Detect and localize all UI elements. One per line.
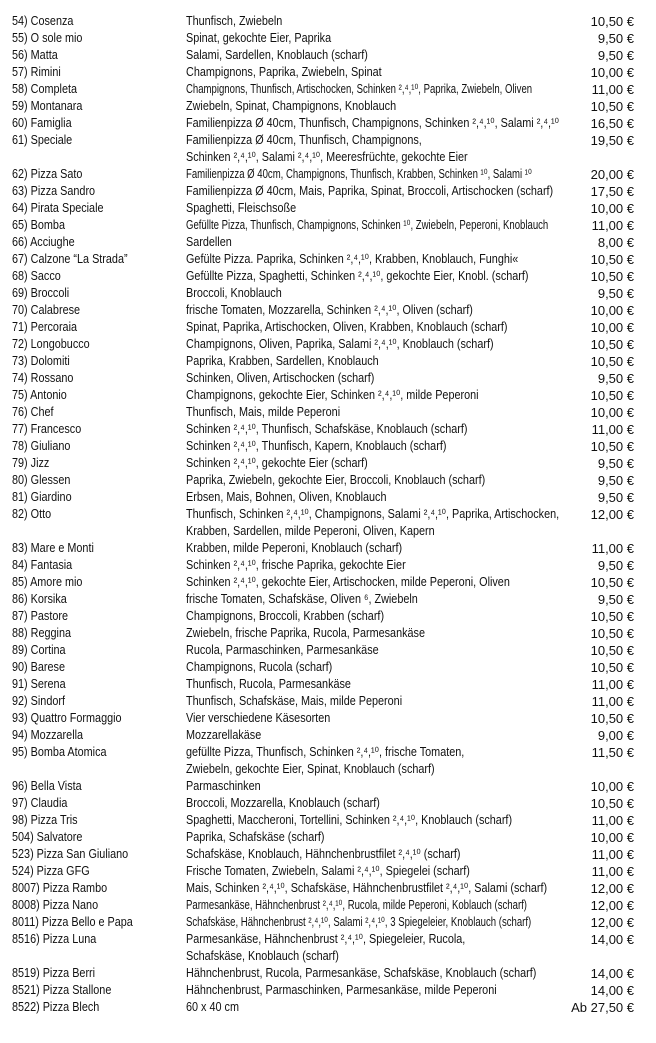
menu-item-line (0, 778, 656, 795)
menu-item-line (0, 625, 656, 642)
item-price: 11,00 € (591, 422, 634, 437)
item-price: 11,00 € (591, 694, 634, 709)
item-price: 9,50 € (597, 473, 634, 488)
menu-item (0, 285, 656, 302)
item-name: 71) Percoraia (12, 320, 78, 334)
item-ingredients: Sardellen (186, 235, 232, 249)
item-name: 85) Amore mio (12, 575, 83, 589)
item-price: 14,00 € (590, 983, 634, 998)
item-ingredients: Broccoli, Knoblauch (186, 286, 282, 300)
menu-item-line (0, 421, 656, 438)
item-price: 10,50 € (590, 796, 634, 811)
menu-item (0, 591, 656, 608)
menu-item-line (0, 149, 656, 166)
item-name: 93) Quattro Formaggio (12, 711, 122, 725)
item-name: 63) Pizza Sandro (12, 184, 96, 198)
menu-item (0, 217, 656, 234)
menu-item-line (0, 693, 656, 710)
menu-item-line (0, 557, 656, 574)
menu-item-line (0, 387, 656, 404)
item-ingredients: Schafskäse, Knoblauch, Hähnchenbrustfilet ²,⁴,¹⁰ (scharf) (186, 847, 461, 861)
menu-item (0, 404, 656, 421)
item-ingredients: Zwiebeln, frische Paprika, Rucola, Parmesankäse (186, 626, 425, 640)
menu-item (0, 540, 656, 557)
item-name: 8007) Pizza Rambo (12, 881, 108, 895)
item-price: 20,00 € (590, 167, 634, 182)
item-price: 12,00 € (590, 898, 634, 913)
menu-item (0, 30, 656, 47)
item-price: 9,50 € (597, 371, 634, 386)
item-ingredients: Schinken ²,⁴,¹⁰, Thunfisch, Kapern, Knoblauch (scharf) (186, 439, 447, 453)
menu-item (0, 13, 656, 30)
item-ingredients: Gefüllte Pizza, Spaghetti, Schinken ²,⁴,¹⁰, gekochte Eier, Knobl. (scharf) (186, 269, 529, 283)
menu-item-line (0, 812, 656, 829)
menu-item-line (0, 183, 656, 200)
menu-item (0, 166, 656, 183)
menu-item-line (0, 591, 656, 608)
menu-item (0, 574, 656, 591)
menu-item (0, 999, 656, 1016)
item-ingredients: Thunfisch, Zwiebeln (186, 14, 283, 28)
item-name: 77) Francesco (12, 422, 82, 436)
menu-item (0, 81, 656, 98)
item-price: 12,00 € (590, 881, 634, 896)
item-price: 11,00 € (591, 864, 634, 879)
item-ingredients: Hähnchenbrust, Rucola, Parmesankäse, Schafskäse, Knoblauch (scharf) (186, 966, 537, 980)
menu-item-line (0, 302, 656, 319)
menu-item-line (0, 727, 656, 744)
menu-item (0, 642, 656, 659)
item-ingredients: Schafskäse, Hähnchenbrust ²,⁴,¹⁰, Salami ²,⁴,¹⁰, 3 Spiegeleier, Knoblauch (scharf) (186, 915, 532, 929)
menu-item (0, 744, 656, 778)
menu-item-line (0, 268, 656, 285)
item-price: 10,50 € (590, 337, 634, 352)
item-ingredients: Schinken ²,⁴,¹⁰, frische Paprika, gekochte Eier (186, 558, 406, 572)
menu-item (0, 982, 656, 999)
menu-item-line (0, 47, 656, 64)
item-price: 12,00 € (590, 507, 634, 522)
menu-item (0, 200, 656, 217)
item-ingredients: Erbsen, Mais, Bohnen, Oliven, Knoblauch (186, 490, 387, 504)
item-price: 10,50 € (590, 575, 634, 590)
menu-item (0, 455, 656, 472)
menu-item-line (0, 744, 656, 761)
item-ingredients: frische Tomaten, Mozzarella, Schinken ²,⁴,¹⁰, Oliven (scharf) (186, 303, 473, 317)
item-name: 73) Dolomiti (12, 354, 70, 368)
menu-item-line (0, 829, 656, 846)
menu-item-line (0, 319, 656, 336)
item-name: 57) Rimini (12, 65, 61, 79)
item-name: 72) Longobucco (12, 337, 90, 351)
item-name: 70) Calabrese (12, 303, 81, 317)
item-price: 9,50 € (597, 456, 634, 471)
menu-item-line (0, 115, 656, 132)
item-name: 78) Giuliano (12, 439, 71, 453)
item-name: 95) Bomba Atomica (12, 745, 107, 759)
item-name: 67) Calzone “La Strada” (12, 252, 128, 266)
menu-item-line (0, 132, 656, 149)
menu-item (0, 931, 656, 965)
item-name: 8519) Pizza Berri (12, 966, 96, 980)
item-ingredients: Champignons, Oliven, Paprika, Salami ²,⁴,¹⁰, Knoblauch (scharf) (186, 337, 494, 351)
menu-item-line (0, 676, 656, 693)
item-price: 8,00 € (597, 235, 634, 250)
item-price: Ab 27,50 € (571, 1000, 634, 1015)
menu-item (0, 472, 656, 489)
menu-item (0, 897, 656, 914)
item-price: 10,50 € (590, 711, 634, 726)
menu-item-line (0, 897, 656, 914)
menu-item (0, 914, 656, 931)
item-price: 11,00 € (591, 677, 634, 692)
menu-item (0, 506, 656, 540)
item-name: 75) Antonio (12, 388, 67, 402)
item-name: 504) Salvatore (12, 830, 83, 844)
menu-item-line (0, 914, 656, 931)
menu-item-line (0, 251, 656, 268)
item-name: 92) Sindorf (12, 694, 65, 708)
menu-item-line (0, 217, 656, 234)
menu-item-line (0, 710, 656, 727)
item-name: 55) O sole mio (12, 31, 83, 45)
item-price: 9,50 € (597, 31, 634, 46)
item-ingredients: Spinat, gekochte Eier, Paprika (186, 31, 332, 45)
menu-item-line (0, 863, 656, 880)
menu-item (0, 812, 656, 829)
item-price: 10,50 € (590, 643, 634, 658)
item-ingredients: Krabben, Sardellen, milde Peperoni, Oliven, Kapern (186, 524, 435, 538)
item-ingredients: Paprika, Krabben, Sardellen, Knoblauch (186, 354, 379, 368)
menu-item (0, 251, 656, 268)
item-ingredients: Schafskäse, Knoblauch (scharf) (186, 949, 339, 963)
menu-item (0, 557, 656, 574)
menu-item (0, 829, 656, 846)
item-ingredients: Frische Tomaten, Zwiebeln, Salami ²,⁴,¹⁰, Spiegelei (scharf) (186, 864, 470, 878)
menu-item (0, 234, 656, 251)
menu-item (0, 268, 656, 285)
item-price: 9,50 € (597, 286, 634, 301)
item-price: 10,00 € (590, 303, 634, 318)
item-ingredients: Krabben, milde Peperoni, Knoblauch (scharf) (186, 541, 403, 555)
item-name: 62) Pizza Sato (12, 167, 83, 181)
item-ingredients: frische Tomaten, Schafskäse, Oliven ⁶, Zwiebeln (186, 592, 418, 606)
item-name: 76) Chef (12, 405, 54, 419)
menu-item (0, 625, 656, 642)
item-ingredients: Salami, Sardellen, Knoblauch (scharf) (186, 48, 368, 62)
item-name: 96) Bella Vista (12, 779, 82, 793)
item-name: 56) Matta (12, 48, 58, 62)
item-price: 10,50 € (590, 660, 634, 675)
menu-item-line (0, 846, 656, 863)
menu-item-line (0, 336, 656, 353)
menu-item (0, 676, 656, 693)
item-ingredients: Schinken, Oliven, Artischocken (scharf) (186, 371, 375, 385)
menu-item-line (0, 455, 656, 472)
menu-item (0, 370, 656, 387)
menu-item-line (0, 353, 656, 370)
menu-item-line (0, 81, 656, 98)
menu-item (0, 319, 656, 336)
menu-item-line (0, 13, 656, 30)
menu-item (0, 98, 656, 115)
menu-item (0, 795, 656, 812)
item-price: 11,00 € (591, 541, 634, 556)
item-ingredients: Familienpizza Ø 40cm, Champignons, Thunfisch, Krabben, Schinken ¹⁰, Salami ¹⁰ (186, 167, 532, 181)
item-price: 10,00 € (590, 65, 634, 80)
item-price: 11,50 € (591, 745, 634, 760)
menu-item-line (0, 472, 656, 489)
item-ingredients: Champignons, Rucola (scharf) (186, 660, 333, 674)
item-ingredients: Zwiebeln, gekochte Eier, Spinat, Knoblauch (scharf) (186, 762, 435, 776)
item-ingredients: Gefüllte Pizza, Thunfisch, Champignons, Schinken ¹⁰, Zwiebeln, Peperoni, Knoblauch (186, 218, 549, 232)
item-ingredients: Familienpizza Ø 40cm, Thunfisch, Champignons, Schinken ²,⁴,¹⁰, Salami ²,⁴,¹⁰ (186, 116, 559, 130)
menu-item (0, 489, 656, 506)
item-price: 11,00 € (591, 82, 634, 97)
item-name: 98) Pizza Tris (12, 813, 78, 827)
item-name: 8516) Pizza Luna (12, 932, 97, 946)
item-price: 14,00 € (590, 932, 634, 947)
item-ingredients: Rucola, Parmaschinken, Parmesankäse (186, 643, 379, 657)
item-ingredients: Broccoli, Mozzarella, Knoblauch (scharf) (186, 796, 380, 810)
item-price: 10,50 € (590, 252, 634, 267)
menu-item-line (0, 506, 656, 523)
item-name: 83) Mare e Monti (12, 541, 94, 555)
item-name: 60) Famiglia (12, 116, 72, 130)
item-price: 14,00 € (590, 966, 634, 981)
menu-item (0, 846, 656, 863)
menu-item-line (0, 642, 656, 659)
item-name: 58) Completa (12, 82, 78, 96)
item-ingredients: Schinken ²,⁴,¹⁰, Salami ²,⁴,¹⁰, Meeresfrüchte, gekochte Eier (186, 150, 468, 164)
menu-item (0, 693, 656, 710)
menu-item-line (0, 438, 656, 455)
item-price: 10,50 € (590, 609, 634, 624)
menu-item (0, 64, 656, 81)
item-price: 10,50 € (590, 14, 634, 29)
item-ingredients: Familienpizza Ø 40cm, Mais, Paprika, Spinat, Broccoli, Artischocken (scharf) (186, 184, 554, 198)
menu-item (0, 421, 656, 438)
item-name: 59) Montanara (12, 99, 83, 113)
item-name: 86) Korsika (12, 592, 67, 606)
menu-item-line (0, 200, 656, 217)
menu-item-line (0, 795, 656, 812)
menu-item (0, 659, 656, 676)
item-price: 9,50 € (597, 48, 634, 63)
item-name: 82) Otto (12, 507, 52, 521)
item-name: 68) Sacco (12, 269, 61, 283)
item-ingredients: Champignons, Broccoli, Krabben (scharf) (186, 609, 385, 623)
item-name: 88) Reggina (12, 626, 72, 640)
item-price: 10,50 € (590, 99, 634, 114)
item-ingredients: Schinken ²,⁴,¹⁰, gekochte Eier (scharf) (186, 456, 368, 470)
menu-item (0, 115, 656, 132)
item-name: 69) Broccoli (12, 286, 70, 300)
item-name: 74) Rossano (12, 371, 74, 385)
item-price: 9,50 € (597, 592, 634, 607)
item-name: 61) Speciale (12, 133, 73, 147)
menu-item-line (0, 98, 656, 115)
item-price: 10,50 € (590, 269, 634, 284)
menu-item-line (0, 234, 656, 251)
item-ingredients: 60 x 40 cm (186, 1000, 239, 1014)
item-price: 11,00 € (591, 813, 634, 828)
item-ingredients: Vier verschiedene Käsesorten (186, 711, 331, 725)
item-ingredients: Mais, Schinken ²,⁴,¹⁰, Schafskäse, Hähnchenbrustfilet ²,⁴,¹⁰, Salami (scharf) (186, 881, 548, 895)
item-price: 19,50 € (590, 133, 634, 148)
item-name: 8008) Pizza Nano (12, 898, 99, 912)
menu-item (0, 778, 656, 795)
item-ingredients: Parmesankäse, Hähnchenbrust ²,⁴,¹⁰, Spiegeleier, Rucola, (186, 932, 466, 946)
item-price: 9,50 € (597, 490, 634, 505)
item-price: 10,00 € (590, 779, 634, 794)
menu-item-line (0, 761, 656, 778)
menu-item (0, 336, 656, 353)
menu-item (0, 965, 656, 982)
item-price: 10,00 € (590, 320, 634, 335)
menu-item-line (0, 523, 656, 540)
item-ingredients: Schinken ²,⁴,¹⁰, Thunfisch, Schafskäse, Knoblauch (scharf) (186, 422, 468, 436)
menu-item-line (0, 64, 656, 81)
menu-item-line (0, 489, 656, 506)
item-price: 10,50 € (590, 439, 634, 454)
item-name: 66) Acciughe (12, 235, 75, 249)
item-name: 64) Pirata Speciale (12, 201, 104, 215)
item-ingredients: Thunfisch, Schinken ²,⁴,¹⁰, Champignons, Salami ²,⁴,¹⁰, Paprika, Artischocken, (186, 507, 560, 521)
pizza-menu-list (0, 13, 656, 1016)
item-name: 81) Giardino (12, 490, 72, 504)
item-price: 12,00 € (590, 915, 634, 930)
item-ingredients: Paprika, Zwiebeln, gekochte Eier, Broccoli, Knoblauch (scharf) (186, 473, 486, 487)
item-price: 10,00 € (590, 830, 634, 845)
item-ingredients: Thunfisch, Rucola, Parmesankäse (186, 677, 351, 691)
menu-item-line (0, 30, 656, 47)
item-price: 11,00 € (591, 847, 634, 862)
item-price: 10,00 € (590, 201, 634, 216)
item-name: 91) Serena (12, 677, 66, 691)
menu-item-line (0, 285, 656, 302)
menu-item (0, 47, 656, 64)
menu-item-line (0, 999, 656, 1016)
menu-item (0, 710, 656, 727)
menu-item-line (0, 931, 656, 948)
item-name: 94) Mozzarella (12, 728, 84, 742)
item-name: 523) Pizza San Giuliano (12, 847, 129, 861)
item-price: 9,50 € (597, 558, 634, 573)
item-name: 8011) Pizza Bello e Papa (12, 915, 133, 929)
item-ingredients: Parmaschinken (186, 779, 261, 793)
menu-item-line (0, 659, 656, 676)
menu-item (0, 183, 656, 200)
menu-item (0, 608, 656, 625)
item-name: 79) Jizz (12, 456, 50, 470)
menu-item (0, 727, 656, 744)
item-ingredients: Mozzarellakäse (186, 728, 262, 742)
item-price: 10,00 € (590, 405, 634, 420)
menu-item-line (0, 965, 656, 982)
menu-item-line (0, 574, 656, 591)
item-price: 10,50 € (590, 354, 634, 369)
menu-item-line (0, 982, 656, 999)
item-ingredients: Champignons, Thunfisch, Artischocken, Schinken ²,⁴,¹⁰, Paprika, Zwiebeln, Oliven (186, 82, 533, 96)
item-ingredients: Thunfisch, Schafskäse, Mais, milde Peperoni (186, 694, 403, 708)
menu-item-line (0, 948, 656, 965)
item-ingredients: gefüllte Pizza, Thunfisch, Schinken ²,⁴,¹⁰, frische Tomaten, (186, 745, 465, 759)
item-price: 10,50 € (590, 388, 634, 403)
menu-item-line (0, 166, 656, 183)
item-ingredients: Spinat, Paprika, Artischocken, Oliven, Krabben, Knoblauch (scharf) (186, 320, 508, 334)
item-name: 65) Bomba (12, 218, 65, 232)
menu-item (0, 302, 656, 319)
menu-item (0, 438, 656, 455)
menu-item-line (0, 540, 656, 557)
item-ingredients: Schinken ²,⁴,¹⁰, gekochte Eier, Artischocken, milde Peperoni, Oliven (186, 575, 510, 589)
item-ingredients: Gefülte Pizza. Paprika, Schinken ²,⁴,¹⁰, Krabben, Knoblauch, Funghi« (186, 252, 519, 266)
item-name: 87) Pastore (12, 609, 68, 623)
item-price: 16,50 € (590, 116, 634, 131)
item-ingredients: Champignons, gekochte Eier, Schinken ²,⁴,¹⁰, milde Peperoni (186, 388, 479, 402)
item-name: 84) Fantasia (12, 558, 73, 572)
item-price: 17,50 € (590, 184, 634, 199)
item-name: 90) Barese (12, 660, 65, 674)
item-name: 97) Claudia (12, 796, 68, 810)
menu-item-line (0, 404, 656, 421)
menu-item (0, 863, 656, 880)
item-ingredients: Hähnchenbrust, Parmaschinken, Parmesankäse, milde Peperoni (186, 983, 497, 997)
item-ingredients: Thunfisch, Mais, milde Peperoni (186, 405, 341, 419)
item-name: 8522) Pizza Blech (12, 1000, 100, 1014)
menu-item (0, 880, 656, 897)
menu-item-line (0, 608, 656, 625)
item-price: 11,00 € (591, 218, 634, 233)
item-name: 80) Glessen (12, 473, 71, 487)
menu-item (0, 132, 656, 166)
item-ingredients: Parmesankäse, Hähnchenbrust ²,⁴,¹⁰, Rucola, milde Peperoni, Koblauch (scharf) (186, 898, 527, 912)
item-name: 54) Cosenza (12, 14, 74, 28)
item-price: 9,00 € (597, 728, 634, 743)
item-ingredients: Paprika, Schafskäse (scharf) (186, 830, 325, 844)
item-ingredients: Familienpizza Ø 40cm, Thunfisch, Champignons, (186, 133, 422, 147)
menu-item (0, 387, 656, 404)
item-ingredients: Spaghetti, Fleischsoße (186, 201, 297, 215)
item-name: 524) Pizza GFG (12, 864, 90, 878)
item-name: 89) Cortina (12, 643, 66, 657)
menu-item (0, 353, 656, 370)
menu-item-line (0, 880, 656, 897)
menu-item-line (0, 370, 656, 387)
item-price: 10,50 € (590, 626, 634, 641)
item-ingredients: Spaghetti, Maccheroni, Tortellini, Schinken ²,⁴,¹⁰, Knoblauch (scharf) (186, 813, 513, 827)
item-ingredients: Zwiebeln, Spinat, Champignons, Knoblauch (186, 99, 397, 113)
item-ingredients: Champignons, Paprika, Zwiebeln, Spinat (186, 65, 382, 79)
item-name: 8521) Pizza Stallone (12, 983, 112, 997)
